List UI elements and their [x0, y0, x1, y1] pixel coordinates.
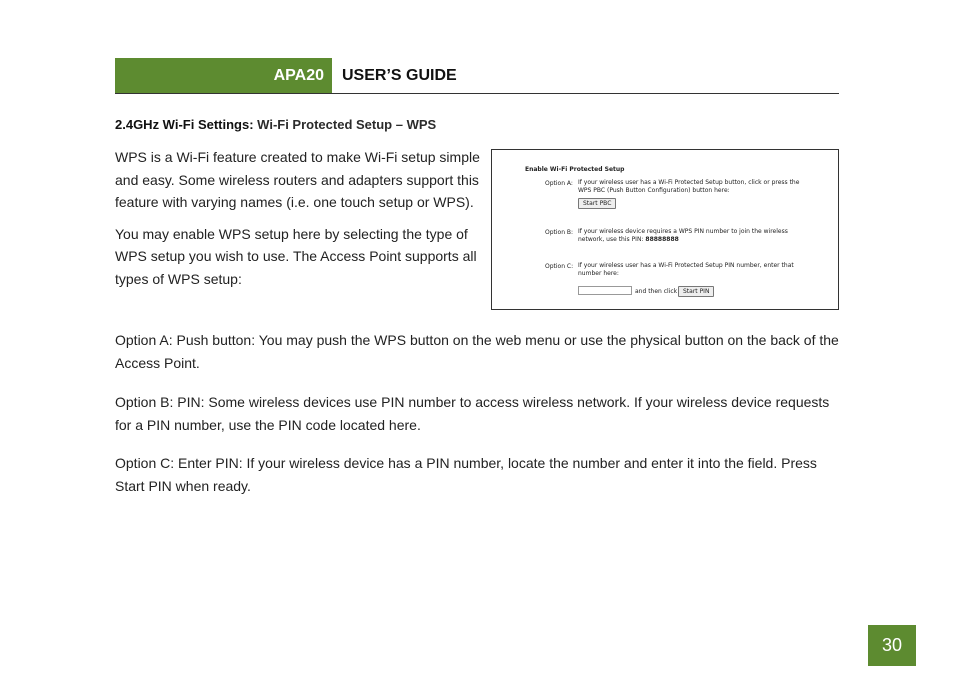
intro-paragraph-2: You may enable WPS setup here by selecting the type of WPS setup you wish to use. The Access Point supports all types of WPS setup:: [115, 225, 477, 287]
section-heading: [115, 117, 436, 132]
wps-settings-panel: [491, 149, 839, 310]
option-b-text: If your wireless device requires a WPS PIN number to join the wireless network, use this PIN:: [578, 228, 788, 243]
option-b-description: [578, 228, 806, 244]
intro-paragraph-1: WPS is a Wi-Fi feature created to make Wi-Fi setup simple and easy. Some wireless routers and adapters support this feature with varying names (i.e. one touch setup or WPS).: [115, 149, 480, 210]
intro-text: [115, 146, 480, 299]
option-b-paragraph: Option B: PIN: Some wireless devices use PIN number to access wireless network. If your wireless device requests for a PIN number, use the PIN code located here.: [115, 394, 830, 433]
wps-pin-value: 88888888: [645, 236, 679, 243]
option-a-label: Option A:: [545, 180, 573, 187]
option-c-label: Option C:: [545, 263, 574, 270]
page-number: 30: [868, 625, 916, 666]
option-c-description: If your wireless user has a Wi-Fi Protected Setup PIN number, enter that number here:: [578, 262, 794, 277]
option-a-description: If your wireless user has a Wi-Fi Protected Setup button, click or press the WPS PBC (Push Button Configuration) button here:: [578, 179, 800, 194]
wps-panel-title: Enable Wi-Fi Protected Setup: [525, 166, 625, 173]
header-divider: [115, 93, 839, 94]
header-product-band: [115, 58, 332, 93]
header-guide-title: USER’S GUIDE: [342, 66, 457, 84]
then-click-text: and then click: [635, 288, 678, 295]
option-a-paragraph: Option A: Push button: You may push the WPS button on the web menu or use the physical button on the back of the Access Point.: [115, 332, 839, 371]
section-heading-sub: Wi-Fi Protected Setup – WPS: [253, 117, 437, 132]
section-heading-bold: 2.4GHz Wi-Fi Settings:: [115, 117, 254, 132]
option-b-label: Option B:: [545, 229, 574, 236]
option-c-paragraph: Option C: Enter PIN: If your wireless device has a PIN number, locate the number and enter it into the field. Press Start PIN when ready.: [115, 455, 817, 494]
pin-input[interactable]: [578, 286, 632, 295]
start-pbc-button[interactable]: Start PBC: [578, 198, 616, 209]
start-pin-button[interactable]: Start PIN: [678, 286, 714, 297]
header-product: APA20: [273, 66, 324, 84]
